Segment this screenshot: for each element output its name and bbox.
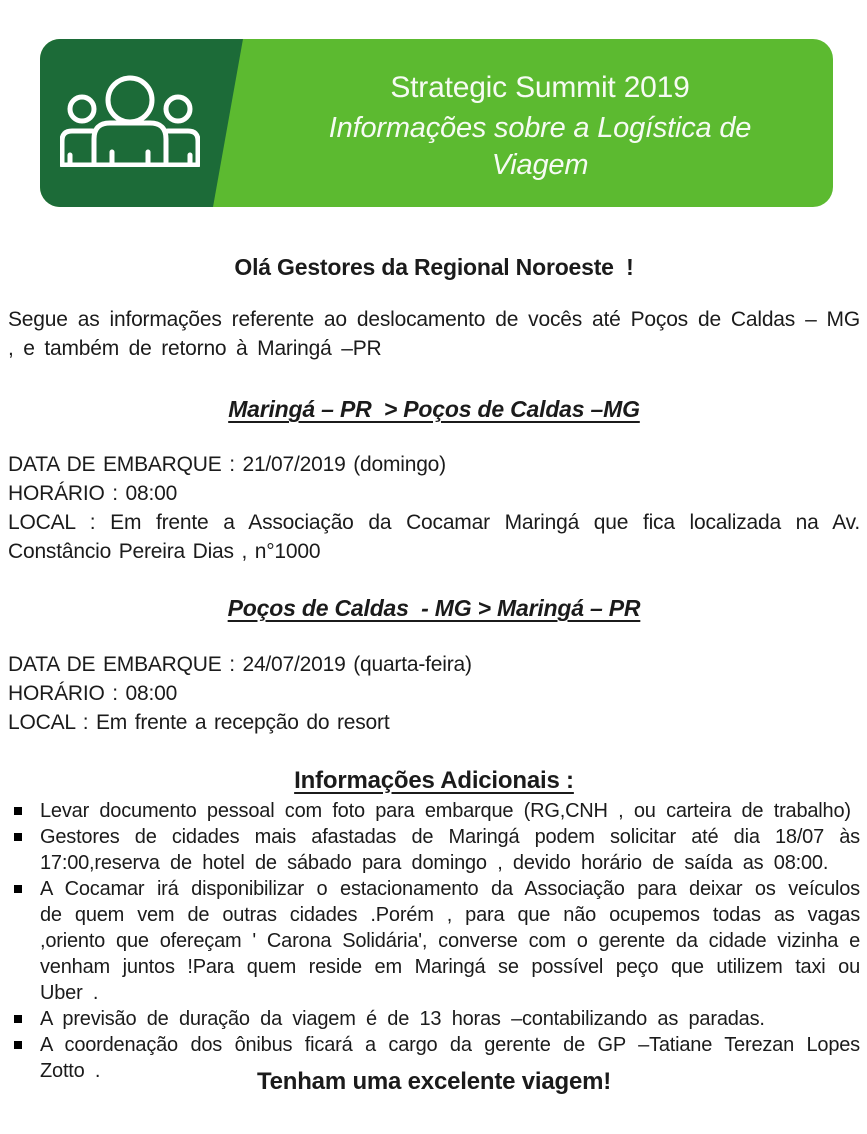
trip-info-outbound <box>8 450 860 566</box>
bullet-item <box>8 798 860 824</box>
banner-dark-panel <box>40 39 290 207</box>
trip-info-line-date: DATA DE EMBARQUE : 24/07/2019 (quarta-feira) <box>8 653 472 676</box>
banner-title: Strategic Summit 2019 <box>390 71 690 104</box>
additional-info-heading: Informações Adicionais : <box>294 767 574 794</box>
trip-info-return <box>8 650 860 737</box>
banner <box>40 39 833 207</box>
route-heading-return: Poços de Caldas - MG > Maringá – PR <box>227 595 641 621</box>
trip-info-line-time: HORÁRIO : 08:00 <box>8 682 178 705</box>
bullet-item <box>8 876 860 1006</box>
bullet-item <box>8 1006 860 1032</box>
intro-paragraph: Segue as informações referente ao deslocamento de vocês até Poços de Caldas – MG , e também de retorno à Maringá –PR <box>8 308 860 360</box>
bullet-text: A coordenação dos ônibus ficará a cargo da gerente de GP –Tatiane Terezan Lopes Zotto . <box>40 1034 860 1082</box>
route-heading-outbound: Maringá – PR > Poços de Caldas –MG <box>228 396 640 422</box>
trip-info-line-time: HORÁRIO : 08:00 <box>8 482 178 505</box>
bullet-item <box>8 824 860 876</box>
bullet-marker <box>14 1041 22 1049</box>
bullet-list <box>8 798 860 1084</box>
bullet-text: Gestores de cidades mais afastadas de Maringá podem solicitar até dia 18/07 às 17:00,reserva de hotel de sábado para domingo , devido horário de saída as 08:00. <box>40 826 860 874</box>
bullet-marker <box>14 885 22 893</box>
bullet-text: A Cocamar irá disponibilizar o estacionamento da Associação para deixar os veículos de quem vem de outras cidades .Porém , para que não ocupemos todas as vagas ,oriento que ofereçam ' Carona Solidária', converse com o gerente da cidade vizinha e venham juntos !Para quem reside em Maringá se possível peço que utilizem taxi ou Uber . <box>40 878 860 1004</box>
bullet-text: Levar documento pessoal com foto para embarque (RG,CNH , ou carteira de trabalho) <box>40 800 851 822</box>
trip-info-line-place: LOCAL : Em frente a recepção do resort <box>8 711 390 734</box>
trip-info-line-place: LOCAL : Em frente a Associação da Cocamar Maringá que fica localizada na Av. Constâncio Pereira Dias , n°1000 <box>8 511 860 563</box>
trip-info-line-date: DATA DE EMBARQUE : 21/07/2019 (domingo) <box>8 453 446 476</box>
greeting-heading: Olá Gestores da Regional Noroeste ! <box>234 254 634 280</box>
closing-message: Tenham uma excelente viagem! <box>256 1068 612 1095</box>
document-body <box>8 207 860 1096</box>
bullet-text: A previsão de duração da viagem é de 13 horas –contabilizando as paradas. <box>40 1008 765 1030</box>
people-group-icon <box>60 75 200 167</box>
banner-text-block <box>255 69 825 184</box>
bullet-marker <box>14 833 22 841</box>
banner-subtitle: Informações sobre a Logística de Viagem <box>328 112 752 181</box>
bullet-marker <box>14 1015 22 1023</box>
bullet-marker <box>14 807 22 815</box>
